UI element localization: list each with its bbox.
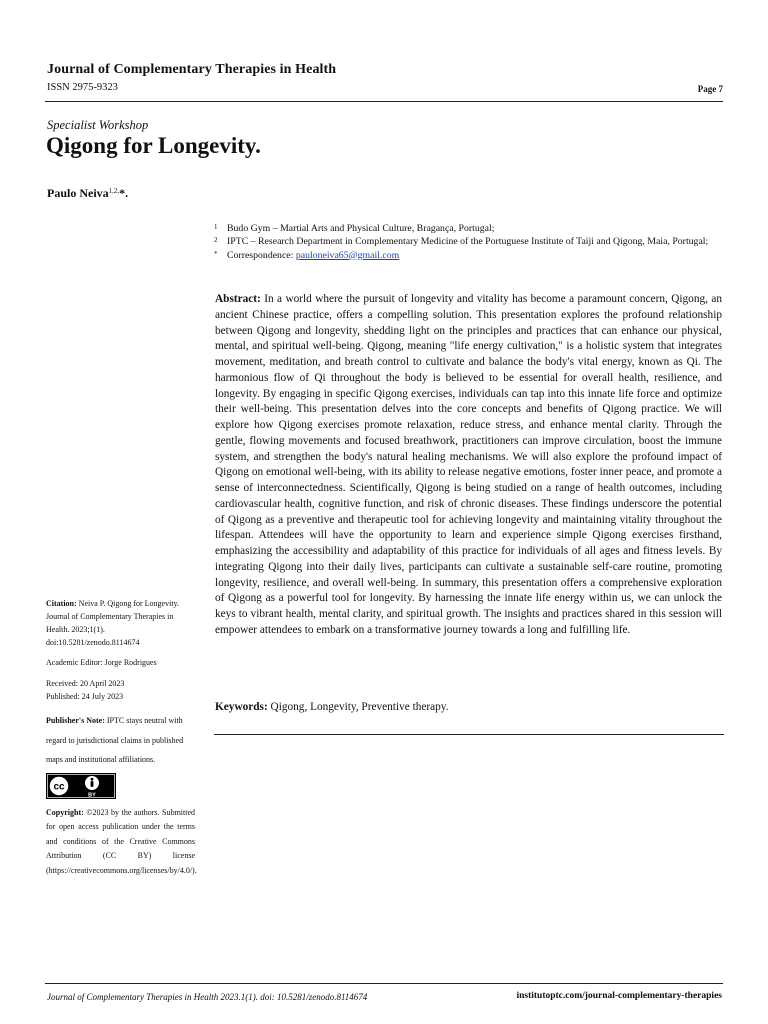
article-type: Specialist Workshop (47, 118, 149, 132)
article-dates (46, 677, 195, 703)
abstract-label: Abstract: (215, 293, 261, 305)
correspondence (214, 249, 724, 262)
citation (46, 597, 195, 649)
author-name: Paulo Neiva (47, 186, 109, 200)
copyright-label: Copyright: (46, 807, 84, 817)
publisher-note-text: IPTC stays neutral with regard to jurisdictional claims in published maps and institutional affiliations. (46, 716, 184, 764)
received-date: Received: 20 April 2023 (46, 679, 125, 688)
publisher-note (46, 711, 195, 770)
affiliation-mark: 2 (214, 236, 218, 245)
copyright-notice (46, 806, 195, 879)
correspondence-text (227, 249, 724, 262)
author-suffix: *. (119, 186, 129, 200)
page-number: Page 7 (697, 84, 723, 94)
published-date: Published: 24 July 2023 (46, 692, 124, 701)
cc-badge-by-label: BY (88, 792, 96, 798)
cc-by-license-icon[interactable] (46, 773, 116, 799)
correspondence-label: Correspondence: (227, 249, 296, 261)
affiliation-mark: 1 (214, 223, 218, 231)
abstract (215, 292, 722, 639)
academic-editor: Academic Editor: Jorge Rodrigues (46, 658, 157, 667)
abstract-divider (214, 734, 724, 735)
footer-website-link[interactable]: institutoptc.com/journal-complementary-therapies (516, 991, 722, 1001)
keywords-text: Qigong, Longevity, Preventive therapy. (270, 701, 449, 713)
article-info-sidebar (46, 597, 195, 878)
affiliation-text: IPTC – Research Department in Complementary Medicine of the Portuguese Institute of Taiji and Qigong, Maia, Portugal; (227, 236, 709, 248)
citation-label: Citation: (46, 599, 77, 608)
keywords-label: Keywords: (215, 701, 268, 713)
affiliation-item (214, 222, 724, 235)
copyright-text: ©2023 by the authors. Submitted for open access publication under the terms and conditions of the Creative Commons Attribution (CC BY) license (https://creativecommons.org/licenses/by/4.0/). (46, 807, 197, 875)
header-divider (45, 101, 723, 102)
affiliation-item (214, 235, 724, 248)
correspondence-mark: * (214, 249, 218, 258)
issn: ISSN 2975-9323 (47, 82, 118, 93)
author-line (47, 186, 128, 201)
affiliation-text: Budo Gym – Martial Arts and Physical Culture, Bragança, Portugal; (227, 223, 495, 234)
author-affiliation-marks: 1,2, (108, 187, 120, 195)
article-title: Qigong for Longevity. (46, 133, 261, 158)
affiliations (214, 222, 724, 262)
citation-text: Neiva P. Qigong for Longevity. Journal of Complementary Therapies in Health. 2023;1(1). doi:10.5281/zenodo.8114674 (46, 599, 180, 647)
journal-title: Journal of Complementary Therapies in Health (47, 62, 337, 77)
abstract-text: In a world where the pursuit of longevity and vitality has become a paramount concern, Qigong, an ancient Chinese practice, offers a compelling solution. This presentation explores the profound relationship between Qigong and longevity, shedding light on the principles and practices that can enhance our physical, mental, and spiritual well-being. Qigong, meaning "life energy cultivation," is a holistic system that integrates movement, meditation, and breath control to cultivate and balance the body's vital energy, known as Qi. The harmonious flow of Qi throughout the body is believed to be essential for overall health, resilience, and longevity. By engaging in specific Qigong exercises, individuals can tap into this innate life force and optimize their well-being. This presentation delves into the core concepts and benefits of Qigong practice. We will explore how Qigong exercises promote relaxation, reduce stress, and enhance mental clarity. Through the gentle, flowing movements and focused breathwork, practitioners can improve circulation, boost the immune system, and strengthen the body's natural healing mechanisms. We will also explore the profound impact of Qigong on emotional well-being, with its ability to release negative emotions, foster inner peace, and promote a sense of interconnectedness. Scientifically, Qigong is being studied on a range of health outcomes, including cardiovascular health, cognitive function, and risk of chronic diseases. These findings underscore the potential of Qigong as a preventive and therapeutic tool for achieving longevity and maintaining vitality throughout the lifespan. Attendees will have the opportunity to learn and experience simple Qigong exercises firsthand, emphasizing the accessibility and adaptability of this practice for individuals of all ages and fitness levels. By integrating Qigong into their daily lives, participants can cultivate a sustainable self-care routine, promoting longevity, resilience, and overall well-being. In summary, this presentation offers a comprehensive exploration of Qigong as a powerful tool for longevity. By harnessing the innate life energy within us, we can unlock the keys to vibrant health, mental clarity, and spiritual growth. The insights and practices shared in this session will empower attendees to embark on a transformative journey towards a long and fulfilling life. (215, 293, 722, 636)
footer-citation: Journal of Complementary Therapies in Health 2023.1(1). doi: 10.5281/zenodo.8114674 (47, 992, 368, 1002)
footer-divider (45, 983, 723, 984)
svg-text:cc: cc (53, 781, 65, 792)
publisher-note-label: Publisher's Note: (46, 716, 105, 725)
correspondence-email-link[interactable]: pauloneiva65@gmail.com (295, 249, 400, 261)
keywords (215, 701, 722, 713)
